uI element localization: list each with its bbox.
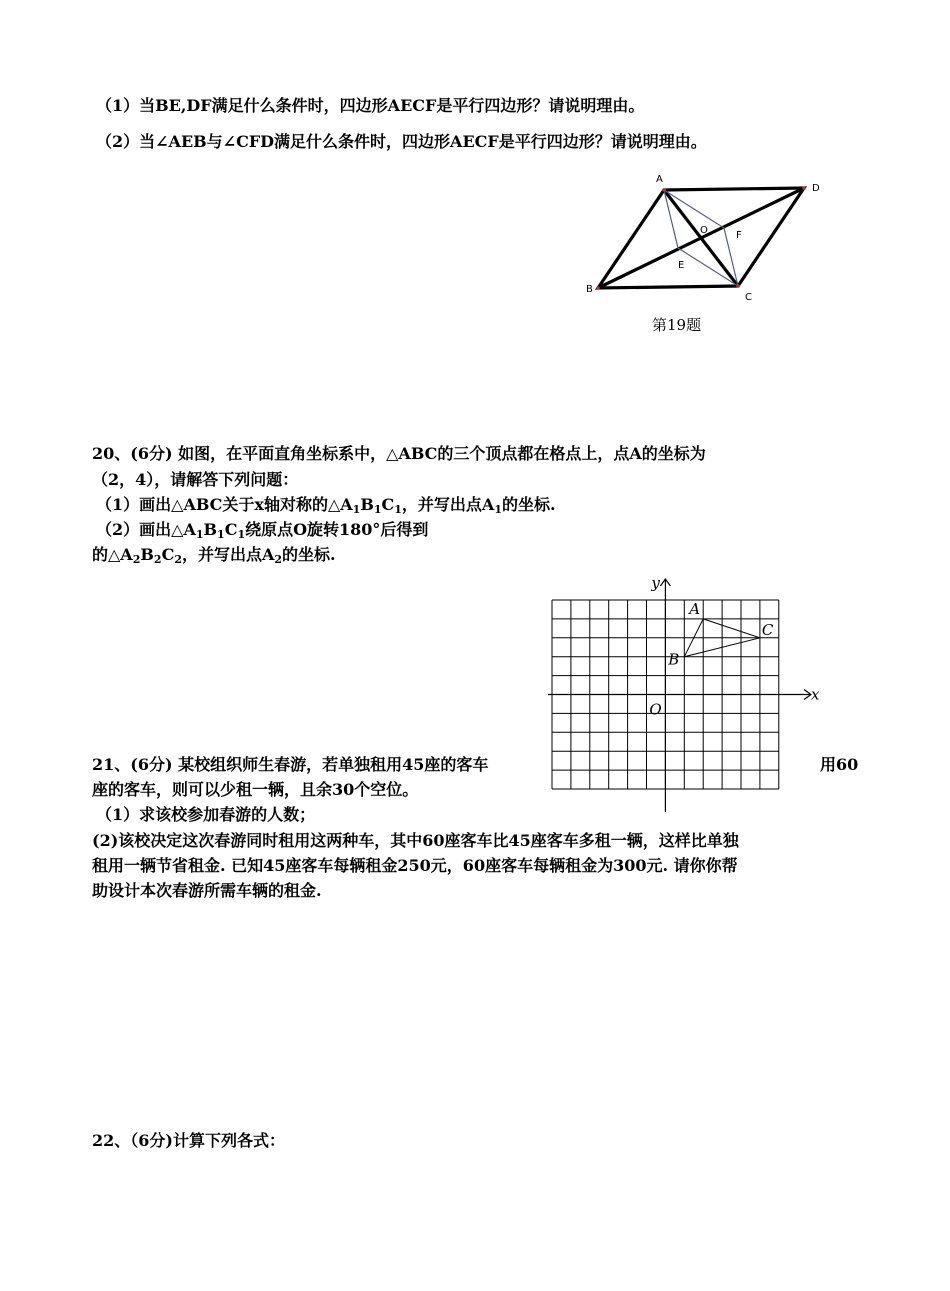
q19-part1: （1）当BE,DF满足什么条件时，四边形AECF是平行四边形？请说明理由。 (96, 96, 645, 115)
q22-line1: 22、（6分)计算下列各式： (92, 1131, 285, 1150)
diagonal-bd (598, 188, 804, 288)
label-c: C (745, 292, 752, 303)
q21-line4: (2)该校决定这次春游同时租用这两种车，其中60座客车比45座客车多租一辆，这样比单独 (92, 831, 739, 850)
label-e: E (678, 260, 685, 271)
q21-line3: （1）求该校参加春游的人数； (96, 805, 316, 824)
q20-part1: （1）画出△ABC关于x轴对称的$\triangle A_1B_1C_1$，并写出点$A_1$的坐标. (96, 495, 556, 516)
q21-line1-end: 用60 (820, 755, 859, 774)
point-c-label: C (761, 620, 774, 639)
q21-line1: 21、(6分) 某校组织师生春游，若单独租用45座的客车 (92, 755, 489, 774)
point-b-label: B (668, 650, 680, 669)
parallelogram-figure (580, 168, 830, 308)
q21-line6: 助设计本次春游所需车辆的租金. (92, 881, 322, 900)
q19-part2: （2）当∠AEB与∠CFD满足什么条件时，四边形AECF是平行四边形？请说明理由。 (96, 132, 707, 151)
q20-part2-cont: 的$\triangle A_2B_2C_2$，并写出点$A_2$的坐标. (92, 545, 336, 566)
label-b: B (586, 284, 593, 295)
axis-y-label: y (651, 574, 660, 592)
axes (548, 579, 811, 812)
label-a: A (656, 174, 663, 185)
label-d: D (812, 183, 820, 194)
figure-caption: 第19题 (652, 316, 702, 334)
q20-line1: 20、(6分) 如图，在平面直角坐标系中，△ABC的三个顶点都在格点上，点A的坐标为 (92, 444, 706, 463)
coordinate-grid (548, 572, 820, 816)
coordinate-grid-figure (548, 572, 820, 816)
label-o: O (700, 225, 708, 236)
point-a-label: A (689, 599, 701, 618)
q20-line2: （2，4），请解答下列问题： (92, 470, 299, 489)
origin-label: O (649, 700, 662, 719)
axis-x-label: x (811, 685, 820, 704)
parallelogram-abcd (598, 188, 804, 288)
q20-part2: （2）画出$\triangle A_1B_1C_1$绕原点O旋转180°后得到 (96, 520, 429, 541)
label-f: F (736, 230, 742, 241)
q21-line2: 座的客车，则可以少租一辆，且余30个空位。 (92, 780, 419, 799)
q21-line5: 租用一辆节省租金. 已知45座客车每辆租金250元，60座客车每辆租金为300元. 请你你帮 (92, 856, 738, 875)
